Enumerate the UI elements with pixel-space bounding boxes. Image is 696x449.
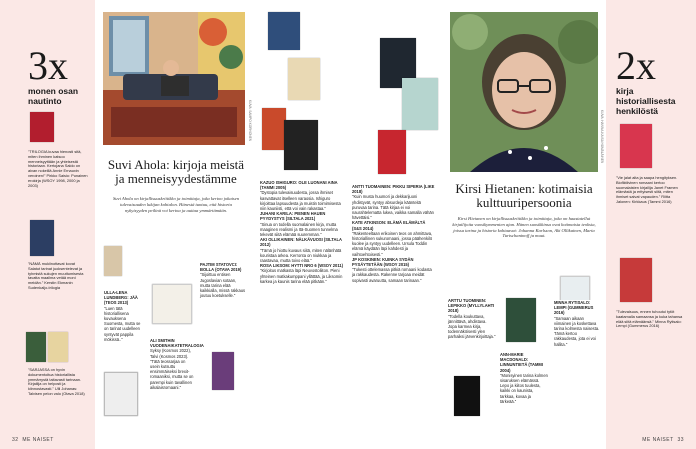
pick-text: "Tämä jo hiottu kuvaus siitä, miten nälänhätä kouristaa arkea. Kerronta on niukkaa ja raastavaa, mutta toivo elää."	[260, 247, 342, 264]
book-cover	[284, 120, 318, 170]
photo-credit: KUVA: SAMPO KORHONEN	[248, 100, 252, 142]
pick-text: "Samaan aikaan viimainen ja koskettava tarina kolmesta naisesta. Tämä kertoo rakkaudesta, jota ei voi hallita."	[554, 315, 600, 347]
book-cover	[152, 284, 192, 324]
pick-head: ROSA LIKSOM: HYTTI NRO 6 (WSOY 2011)	[260, 263, 344, 269]
book-cover	[212, 352, 234, 390]
book-cover	[506, 298, 536, 342]
pick-head: ANN-MARIE MACDONALD: LINNUNTIETÄ (TAMMI 2004)	[500, 352, 543, 373]
pick-text: "Todella koukuttava, jännittävä, ahdistava. Jopa karmea kirja, todennäköisesti ylen parhaiksi järvenkirjoittaja."	[448, 313, 496, 340]
left-sidebar-heading: monen osan nautinto	[28, 86, 79, 106]
book-cover	[104, 246, 122, 276]
right-column-text	[352, 184, 436, 283]
right-page	[348, 0, 696, 449]
book-cover	[402, 78, 438, 130]
page-number-right	[642, 437, 684, 443]
page-number: 32	[12, 437, 19, 443]
page-number: 33	[677, 437, 684, 443]
pick-item	[500, 352, 548, 404]
pick-head: MINNA RYTISALO: LEMPI (GUMMERUS 2016)	[554, 300, 594, 316]
book-cover	[268, 12, 300, 50]
book-cover	[288, 58, 320, 100]
portrait-photo	[103, 12, 245, 145]
pick-item	[448, 298, 496, 340]
book-cover	[30, 220, 54, 256]
pick-head: AKI OLLIKAINEN: NÄLKÄVUOSI (SILTALA 2012)	[260, 237, 342, 248]
page-number-left	[12, 437, 54, 443]
pick-text: "Monisyinen tarina kolmen sisaruksen elämässä. Lepo ja kiitos tuulesta, kaikki on kaunista, tarkkaa, kovaa ja tärkeää."	[500, 372, 548, 404]
right-sidebar-item-2: "Tulevaisuus, ennen tuhoutui tytöt kaatamalla samaansa ja kuka tahansa elää siitä elämäänsä." Minna Rytisalo: Lempi (Gummerus 2016)	[616, 309, 683, 329]
pick-text: "Luen tätä historiallisena kuvauksena Suomesta, mutta se on tarinat uudelleen syntyvät pappila mökissä.."	[104, 305, 141, 342]
portrait-photo	[450, 12, 598, 172]
pick-head: ANTTI TUOMAINEN: PIKKU SIPERIA (LIKE 2018)	[352, 184, 435, 195]
pick-item	[554, 300, 600, 347]
right-sidebar-heading: kirja historiallisesta henkilöstä	[616, 86, 676, 116]
left-sidebar-item-3: "SARJASSA on hyvin dokumentoitua historiallista ymmärrystä taitavasti tarinaan. Kirjailija on helposti ja kiinnostavasti." Ulli Johanas: Talvisen pelon valo (Otava 2018)	[28, 367, 85, 396]
portrait-title: Suvi Ahola: kirjoja meistä ja menneisyydestämme	[107, 157, 245, 186]
pick-head: KATE ATKINSON: ELÄMÄ ELÄMÄLTÄ (S&S 2014)	[352, 220, 426, 231]
pick-head: KAZUO ISHIGURO: OLE LUONANI AINA (TAMMI 2005)	[260, 180, 338, 191]
pick-item	[200, 262, 246, 298]
pick-text: "Rakenteeltaan erikoinen teos on ahmittava, historiallinen sukuromaani, jossa päähenkilö kuolee ja syntyy uudelleen. Ursula Toddin elämä käydään läpi kahdesti ja vaihtoehtoisesti."	[352, 230, 433, 257]
pick-item	[150, 338, 204, 390]
pick-head: ARTTU TUOMINEN: LEPIKKO (MYLLYLAHTI 2018)	[448, 298, 495, 314]
book-cover	[454, 376, 480, 416]
left-sidebar-big: 3x	[28, 43, 68, 88]
pick-text: "Sijoittuu entisen Jugoslavian sotaan, mutta tarina elää kaikkialla, missä rakkaus joutuu koetukselle."	[200, 272, 246, 299]
pick-text: "Kirjoitus matkasta läpi Neuvostoliiton. Pieni yhteinen matkakumppani yllättää, ja Liksomin karkea ja kaunis tarina elää pitkään."	[260, 268, 343, 284]
pick-text: "Sinua on todella suomalainen kirja, mutta maaginen realismi ja Itä-Suomen tunnelma tekevät siitä elämää suuremman."	[260, 221, 338, 238]
pick-head: ALI SMITHIN VUODENAIKATETRALOGIA	[150, 338, 204, 349]
pick-text: Syksy (Kosmos 2022), Talvi (Kosmos 2023). "Tätä teossarjaa on usein kutsuttu ensimmäiseksi brexit-romaaniksi, mutta se on parempi kuin tavallinen aikalaisromaani."	[150, 348, 194, 390]
book-cover	[48, 332, 68, 362]
photo-credit: KUVA: HANNA-KAISA HÄMÄLÄINEN	[600, 110, 604, 164]
mid-column-text	[260, 180, 344, 284]
book-cover	[104, 372, 138, 416]
footer-brand: ME NAISET	[642, 437, 674, 443]
pick-head: ULLA-LENA LUNDBERG: JÄÄ (TEOS 2013)	[104, 290, 138, 306]
book-cover	[26, 332, 46, 362]
left-sidebar-item-1: "TRILOGIA kuvaa hienosti sitä, miten ihminen katsoo menneisyyttään ja yhteisestä historiaan. Kertojana Saldo on aivan nokeillä Annie Ernauxin veroinen!" Pirkko Saisio: Punainen erokirja (WSOY 1998, 2000 ja 2003)	[28, 149, 88, 188]
right-sidebar-item-1: "Vie jalat alta ja saapa hengityksen. Biofiktiivinen romaani kertoo suomalaisten kirjailija Janet Framen elämästä ja erityisesti siitä, miten ihmiset saivat vapauden." Riitta Jalonen: Kirkkaus (Tammi 2016)	[616, 175, 678, 204]
pick-text: "Tukesti ottelemassa pitkiä romaani kodasta ja rakkaudesta. Rakenne tarjoaa meidät sopivasti avaruutta, samaan tarinaan."	[352, 267, 432, 283]
pick-head: JP KOSKINEN: KUINKA SYDÄN PYSÄYTETÄÄN (WSOY 2015)	[352, 256, 414, 268]
pick-head: JUHANI KARILA: PIENEN HAUEN PYYDYSTYS (SILTALA 2021)	[260, 211, 326, 222]
book-cover	[378, 130, 406, 174]
right-sidebar-big: 2x	[616, 43, 656, 88]
pick-text: "Dystopia tulevaisuudesta, jossa ihmiset kasvattavat itselleen varaosia. Ishiguro kirjoittaa lapsuudesta ja muistin toimimisesta niin kauniisti, että voi vain rakastaa."	[260, 190, 341, 212]
book-cover	[262, 108, 286, 150]
footer-brand: ME NAISET	[22, 437, 54, 443]
pick-text: "Kuin musta huumori ja dekkarijuoni yhdistyvät, syntyy absurdeja käänteitä puruvaa tarina. Tätä kirjaa ei voi naurahtelematta lukea, vaikka samalla vähän hävettäisi."	[352, 194, 434, 221]
left-sidebar-item-2: "NÄMÄ mukiinottavat kovat Salatut tarinat juoksentelevat ja tyhmistä sukujen muuttumisesta tavatta maailma vetää moni meidän." Kerstin Ekmanin Sudenkaljo-trilogia	[28, 261, 84, 290]
book-cover	[620, 258, 652, 302]
book-cover	[620, 124, 652, 168]
pick-item	[104, 290, 146, 342]
portrait-lead: Suvi Ahola on kirjallisuuskriitikko ja toimittaja, joka kertoo jokaisen tulevaisuuden lukijan kohtalon. Hänestä tuntuu, että historia nykyisyyden peilinä voi kertoa ja auttaa ymmärtämään.	[112, 196, 240, 213]
book-cover	[30, 112, 54, 142]
portrait-title: Kirsi Hietanen: kotimaisia kulttuuripersoonia	[455, 181, 593, 210]
pick-head: PAJTIM STATOVCI: BOLLA (OTAVA 2019)	[200, 262, 242, 273]
living-room-illustration	[103, 12, 245, 145]
woman-portrait-illustration	[450, 12, 598, 172]
portrait-lead: Kirsi Hietanen on kirjallisuuskriitikko ja toimittaja, joka on haastatellut kirjailijoita vuosikymmenten ajan. Hänen suosikkinsa ovat kotimaisia teoksia, joissa tarina ja historia kohtaavat: Johanna Karlsson, Aki Ollikainen, Maria Turtschaninoff ja muut.	[452, 216, 596, 239]
